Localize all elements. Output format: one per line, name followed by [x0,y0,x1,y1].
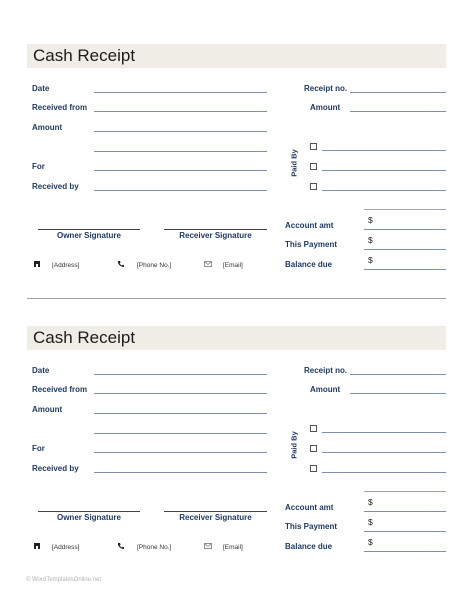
amount-right-field[interactable] [350,393,446,394]
paid-by-checkbox-3[interactable] [310,465,317,472]
email-text: [Email] [223,544,243,551]
paid-by-label: Paid By [289,149,299,177]
receiver-signature-line[interactable] [164,511,267,512]
paid-by-checkbox-3[interactable] [310,183,317,190]
receipt-no-label: Receipt no. [304,84,348,93]
paid-by-checkbox-2[interactable] [310,445,317,452]
receipt-no-field[interactable] [350,92,446,93]
date-field[interactable] [94,92,267,93]
date-label: Date [32,366,50,375]
cash-receipt-2 [0,282,474,552]
amount-right-field[interactable] [350,111,446,112]
phone-icon [117,542,125,550]
paid-by-option-2-field[interactable] [322,452,446,453]
date-field[interactable] [94,374,267,375]
phone-text: [Phone No.] [137,544,172,551]
for-field[interactable] [94,452,267,453]
received-by-label: Received by [32,182,79,191]
this-payment-label: This Payment [285,240,338,249]
address-icon [33,542,41,550]
paid-by-checkbox-1[interactable] [310,143,317,150]
received-from-field[interactable] [94,111,267,112]
for-label: For [32,444,45,453]
received-from-label: Received from [32,103,88,112]
date-label: Date [32,84,50,93]
for-field[interactable] [94,170,267,171]
owner-signature-line[interactable] [38,511,140,512]
balance-due-field[interactable] [364,551,446,552]
account-amt-currency: $ [368,497,373,507]
account-amt-currency: $ [368,215,373,225]
this-payment-field[interactable] [364,249,446,250]
balance-due-field[interactable] [364,269,446,270]
received-from-field[interactable] [94,393,267,394]
email-icon [204,260,212,268]
this-payment-field[interactable] [364,531,446,532]
watermark: © WordTemplatesOnline.net [26,577,102,583]
address-text: [Address] [52,262,80,269]
owner-signature-label: Owner Signature [56,513,121,522]
receipt-no-label: Receipt no. [304,366,348,375]
account-amt-label: Account amt [285,503,334,512]
receiver-signature-line[interactable] [164,229,267,230]
balance-due-currency: $ [368,255,373,265]
title-bar [27,44,446,68]
cash-receipt-1 [0,0,474,270]
amount-label: Amount [32,123,63,132]
receipt-no-field[interactable] [350,374,446,375]
balance-due-currency: $ [368,537,373,547]
account-amt-top-line [364,209,446,210]
paid-by-option-3-field[interactable] [322,472,446,473]
amount-right-label: Amount [310,103,341,112]
owner-signature-label: Owner Signature [56,231,121,240]
paid-by-checkbox-1[interactable] [310,425,317,432]
amount-words-field[interactable] [94,433,267,434]
this-payment-currency: $ [368,235,373,245]
receiver-signature-label: Receiver Signature [179,513,252,522]
email-icon [204,542,212,550]
paid-by-option-1-field[interactable] [322,432,446,433]
email-text: [Email] [223,262,243,269]
phone-text: [Phone No.] [137,262,172,269]
balance-due-label: Balance due [285,542,333,551]
title-bar [27,326,446,350]
for-label: For [32,162,45,171]
receipt-title: Cash Receipt [33,46,136,65]
account-amt-field[interactable] [364,511,446,512]
account-amt-label: Account amt [285,221,334,230]
this-payment-label: This Payment [285,522,338,531]
receipt-title: Cash Receipt [33,328,136,347]
received-from-label: Received from [32,385,88,394]
paid-by-label: Paid By [289,431,299,459]
paid-by-option-3-field[interactable] [322,190,446,191]
amount-field[interactable] [94,131,267,132]
amount-label: Amount [32,405,63,414]
owner-signature-line[interactable] [38,229,140,230]
amount-right-label: Amount [310,385,341,394]
paid-by-checkbox-2[interactable] [310,163,317,170]
phone-icon [117,260,125,268]
received-by-field[interactable] [94,190,267,191]
amount-words-field[interactable] [94,151,267,152]
this-payment-currency: $ [368,517,373,527]
received-by-field[interactable] [94,472,267,473]
balance-due-label: Balance due [285,260,333,269]
address-text: [Address] [52,544,80,551]
paid-by-option-1-field[interactable] [322,150,446,151]
amount-field[interactable] [94,413,267,414]
account-amt-top-line [364,491,446,492]
received-by-label: Received by [32,464,79,473]
paid-by-option-2-field[interactable] [322,170,446,171]
receiver-signature-label: Receiver Signature [179,231,252,240]
address-icon [33,260,41,268]
account-amt-field[interactable] [364,229,446,230]
